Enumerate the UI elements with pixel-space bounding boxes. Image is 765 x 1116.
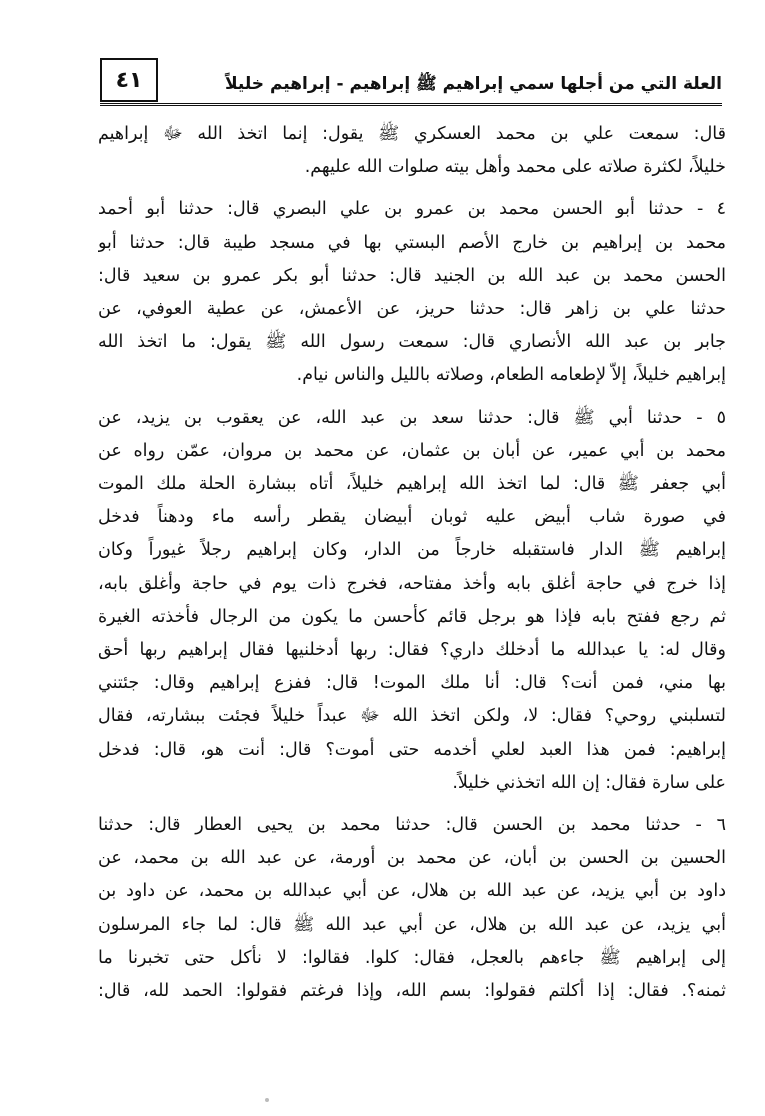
- text-line: إذا خرج في حاجة أغلق بابه وأخذ مفتاحه، فخرج ذات يوم في حاجة وأغلق بابه،: [98, 573, 726, 594]
- text-line: أبي يزيد، عن عبد الله بن هلال، عن أبي عبد الله ﷺ قال: لما جاء المرسلون: [98, 914, 726, 935]
- text-line: إبراهيم خليلاً، إلاّ لإطعامه الطعام، وصلاته بالليل والناس نيام.: [296, 365, 726, 386]
- text-line: الحسن محمد بن عبد الله بن الجنيد قال: حدثنا أبو بكر عمرو بن سعيد قال:: [98, 265, 726, 286]
- text-line: أبي جعفر ﷺ قال: لما اتخذ الله إبراهيم خليلاً، أتاه ببشارة الحلة ملك الموت: [98, 474, 726, 495]
- paragraph-hadith-4: [98, 193, 726, 392]
- chapter-title: العلة التي من أجلها سمي إبراهيم ﷺ إبراهيم - إبراهيم خليلاً: [225, 74, 722, 94]
- text-line: جابر بن عبد الله الأنصاري قال: سمعت رسول الله ﷺ يقول: ما اتخذ الله: [98, 332, 726, 353]
- text-line: الحسين بن الحسن بن أبان، عن محمد بن أورمة، عن عبد الله بن محمد، عن: [98, 848, 726, 869]
- text-line: داود بن أبي يزيد، عن عبد الله بن هلال، عن أبي عبدالله بن محمد، عن داود بن: [98, 881, 726, 902]
- running-header: [100, 58, 722, 104]
- text-line: حدثنا علي بن زاهر قال: حدثنا حريز، عن الأعمش، عن عطية العوفي، عن: [98, 299, 726, 320]
- text-line: على سارة فقال: إن الله اتخذني خليلاً.: [452, 772, 726, 793]
- text-line: ٥ - حدثنا أبي ﷺ قال: حدثنا سعد بن عبد الله، عن يعقوب بن يزيد، عن: [98, 407, 726, 428]
- paragraph-hadith-5: [98, 402, 726, 800]
- scan-speck: [265, 1098, 269, 1102]
- paragraph-1: [98, 118, 726, 184]
- text-line: محمد بن أبي عمير، عن أبان بن عثمان، عن محمد بن مروان، عمّن رواه عن: [98, 440, 726, 461]
- text-line: ثم رجع ففتح بابه فإذا هو برجل قائم كأحسن ما يكون من الرجال فأخذته الغيرة: [98, 606, 726, 627]
- body-text: [98, 118, 726, 1017]
- text-line: بها مني، فمن أنت؟ قال: أنا ملك الموت! قال: ففزع إبراهيم وقال: جئتني: [98, 673, 726, 694]
- text-line: إبراهيم: فمن هذا العبد لعلي أخدمه حتى أموت؟ قال: أنت هو، قال: فدخل: [98, 739, 726, 760]
- paragraph-hadith-6: [98, 809, 726, 1008]
- text-line: في صورة شاب أبيض عليه ثوبان أبيضان يقطر رأسه ماء ودهناً فدخل: [98, 507, 726, 528]
- text-line: إبراهيم ﷺ الدار فاستقبله خارجاً من الدار، وكان إبراهيم رجلاً غيوراً وكان: [98, 540, 726, 561]
- text-line: ٤ - حدثنا أبو الحسن محمد بن عمرو بن علي البصري قال: حدثنا أبو أحمد: [98, 199, 726, 220]
- text-line: إلى إبراهيم ﷺ جاءهم بالعجل، فقال: كلوا. فقالوا: لا نأكل حتى تخبرنا ما: [98, 947, 726, 968]
- page-number: ٤١: [100, 58, 158, 102]
- text-line: قال: سمعت علي بن محمد العسكري ﷺ يقول: إنما اتخذ الله ﷻ إبراهيم: [98, 124, 726, 144]
- text-line: ثمنه؟. فقال: إذا أكلتم فقولوا: بسم الله، وإذا فرغتم فقولوا: الحمد لله، قال:: [98, 981, 726, 1002]
- text-line: ٦ - حدثنا محمد بن الحسن قال: حدثنا محمد بن يحيى العطار قال: حدثنا: [98, 815, 726, 836]
- text-line: محمد بن إبراهيم بن خارج الأصم البستي بها في مسجد طيبة قال: حدثنا أبو: [98, 232, 726, 253]
- text-line: وقال له: يا عبدالله ما أدخلك داري؟ فقال: ربها أدخلنيها فقال إبراهيم ربها أحق: [98, 640, 726, 661]
- text-line: لتسلبني روحي؟ فقال: لا، ولكن اتخذ الله ﷻ عبداً خليلاً فجئت ببشارته، فقال: [98, 706, 726, 727]
- header-divider: [100, 103, 722, 106]
- text-line: خليلاً، لكثرة صلاته على محمد وأهل بيته صلوات الله عليهم.: [304, 157, 726, 178]
